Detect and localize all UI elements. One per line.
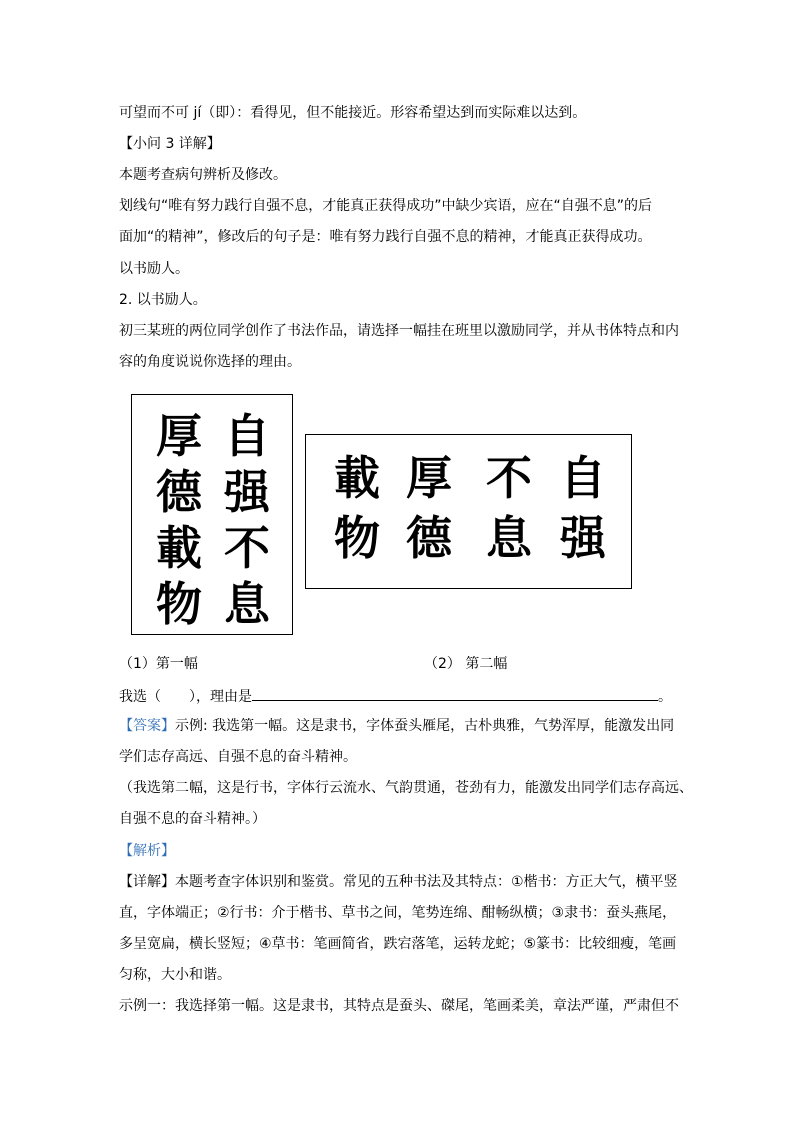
question-number: 2. 以书励人。 <box>119 292 207 308</box>
text-line: 划线句“唯有努力践行自强不息，才能真正获得成功”中缺少宾语，应在“自强不息”的后 <box>119 198 653 214</box>
text-line: 本题考查病句辨析及修改。 <box>119 167 287 183</box>
calligraphy-artwork-1 <box>131 394 293 635</box>
analysis-line: 示例一：我选择第一幅。这是隶书，其特点是蚕头、磔尾，笔画柔美，章法严谨，严肃但不 <box>119 998 679 1014</box>
calligraphy-char: 物 <box>156 577 202 631</box>
calligraphy-char: 不 <box>224 521 270 575</box>
calligraphy-char: 息 <box>486 511 532 565</box>
caption-first: （1）第一幅 <box>119 656 198 672</box>
section-heading: 【小问 3 详解】 <box>119 136 221 152</box>
answer-line: （我选第二幅，这是行书，字体行云流水、气韵贯通，苍劲有力，能激发出同学们志存高远、 <box>119 780 693 796</box>
answer-prompt-label: 我选（ ），理由是 <box>119 689 252 705</box>
answer-prompt <box>119 686 672 706</box>
calligraphy-char: 德 <box>406 511 452 565</box>
analysis-line: 直，字体端正；②行书：介于楷书、草书之间，笔势连绵、酣畅纵横；③隶书：蚕头燕尾， <box>119 905 677 921</box>
answer-text: 示例: 我选第一幅。这是隶书，字体蚕头雁尾，古朴典雅，气势浑厚，能激发出同 <box>175 718 675 734</box>
text-line: 面加“的精神”，修改后的句子是：唯有努力践行自强不息的精神，才能真正获得成功。 <box>119 229 652 245</box>
answer-line: 自强不息的奋斗精神。） <box>119 811 266 827</box>
calligraphy-char: 載 <box>156 521 202 575</box>
answer-blank <box>252 686 658 701</box>
analysis-line: 匀称，大小和谐。 <box>119 967 231 983</box>
question-text: 初三某班的两位同学创作了书法作品，请选择一幅挂在班里以激励同学，并从书体特点和内 <box>119 323 679 339</box>
question-text: 容的角度说说你选择的理由。 <box>119 354 301 370</box>
caption-second: （2） 第二幅 <box>424 656 508 672</box>
calligraphy-char: 自 <box>560 451 606 505</box>
calligraphy-char: 不 <box>486 451 532 505</box>
calligraphy-char: 强 <box>560 511 606 565</box>
calligraphy-char: 强 <box>224 465 270 519</box>
calligraphy-char: 德 <box>156 465 202 519</box>
calligraphy-char: 厚 <box>156 409 202 463</box>
text-line: 以书励人。 <box>119 261 189 277</box>
calligraphy-char: 自 <box>224 409 270 463</box>
answer-line: 学们志存高远、自强不息的奋斗精神。 <box>119 749 357 765</box>
answer-prompt-end: 。 <box>658 689 672 705</box>
analysis-tag: 【解析】 <box>119 843 175 859</box>
calligraphy-char: 物 <box>334 511 380 565</box>
calligraphy-char: 息 <box>224 577 270 631</box>
detail-tag: 【详解】 <box>119 874 175 890</box>
calligraphy-artwork-2 <box>305 434 632 589</box>
text-line: 可望而不可 jí（即）：看得见，但不能接近。形容希望达到而实际难以达到。 <box>119 105 587 121</box>
analysis-text: 本题考查字体识别和鉴赏。常见的五种书法及其特点：①楷书：方正大气，横平竖 <box>175 874 678 890</box>
answer-line <box>119 717 674 735</box>
analysis-line: 多呈宽扁，横长竖短；④草书：笔画简省，跌宕落笔，运转龙蛇；⑤篆书：比较细瘦，笔画 <box>119 936 677 952</box>
answer-tag: 【答案】 <box>119 718 175 734</box>
calligraphy-char: 厚 <box>406 451 452 505</box>
calligraphy-char: 載 <box>334 451 380 505</box>
analysis-line <box>119 873 678 891</box>
